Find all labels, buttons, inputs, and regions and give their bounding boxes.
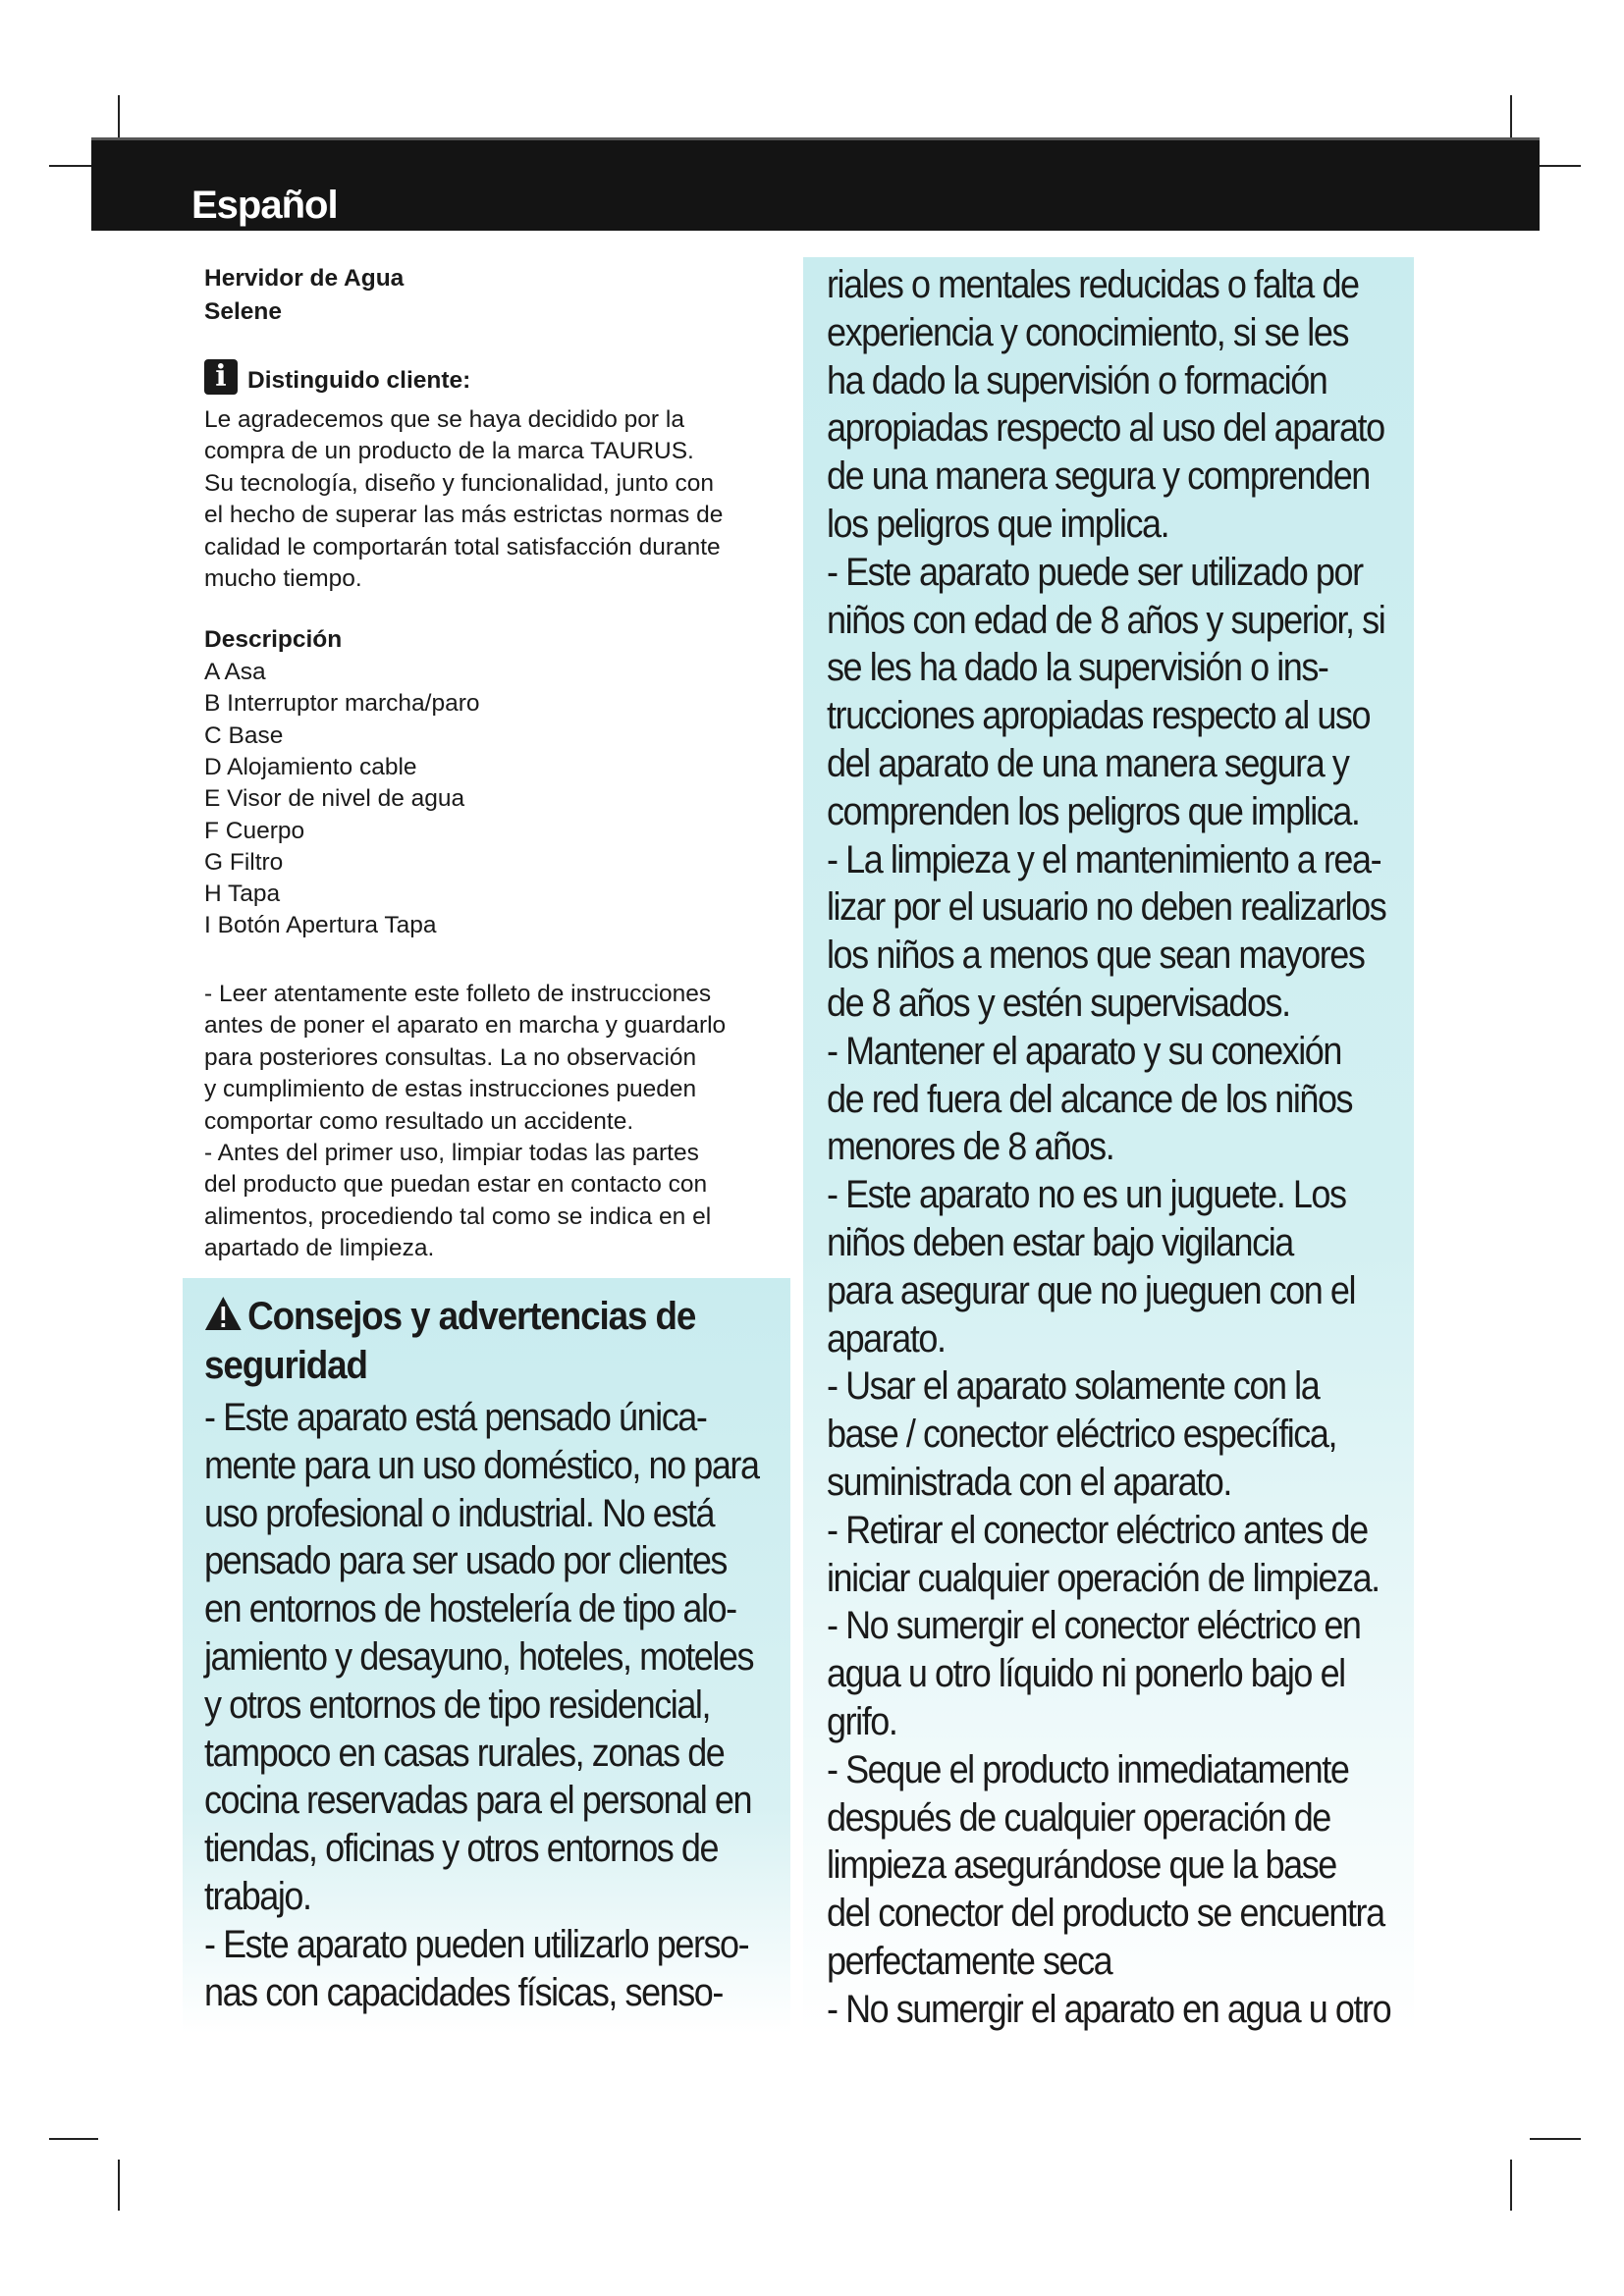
notes-line: apartado de limpieza. bbox=[204, 1235, 435, 1262]
language-header-bar bbox=[91, 137, 1540, 231]
notes-line: - Antes del primer uso, limpiar todas las partes bbox=[204, 1140, 699, 1166]
safety-text-line: perfectamente seca bbox=[827, 1940, 1112, 1983]
crop-mark bbox=[49, 2138, 98, 2140]
notes-line: y cumplimiento de estas instrucciones pueden bbox=[204, 1076, 697, 1103]
safety-text-line: - No sumergir el conector eléctrico en bbox=[827, 1604, 1361, 1648]
safety-text-line: después de cualquier operación de bbox=[827, 1795, 1330, 1840]
crop-mark bbox=[1510, 2160, 1512, 2211]
safety-text-line: de 8 años y estén supervisados. bbox=[827, 982, 1290, 1025]
safety-text-line: - La limpieza y el mantenimiento a rea- bbox=[827, 837, 1381, 881]
safety-text-line: trabajo. bbox=[204, 1875, 311, 1918]
safety-text-line: mente para un uso doméstico, no para bbox=[204, 1443, 759, 1487]
safety-text-line: - Retirar el conector eléctrico antes de bbox=[827, 1508, 1368, 1552]
safety-text-line: los peligros que implica. bbox=[827, 503, 1169, 546]
crop-mark bbox=[1530, 2138, 1581, 2140]
notes-line: para posteriores consultas. La no observación bbox=[204, 1043, 697, 1071]
safety-text-line: base / conector eléctrico específica, bbox=[827, 1413, 1337, 1457]
notes-line: comportar como resultado un accidente. bbox=[204, 1107, 634, 1135]
intro-line: mucho tiempo. bbox=[204, 565, 362, 592]
intro-line: compra de un producto de la marca TAURUS. bbox=[204, 438, 694, 465]
safety-text-line: - Seque el producto inmediatamente bbox=[827, 1747, 1349, 1791]
safety-text-line: grifo. bbox=[827, 1700, 897, 1743]
notes-line: alimentos, procediendo tal como se indica en el bbox=[204, 1202, 712, 1230]
notes-line: - Leer atentamente este folleto de instrucciones bbox=[204, 981, 712, 1007]
safety-text-line: uso profesional o industrial. No está bbox=[204, 1491, 715, 1535]
safety-text-line: nas con capacidades físicas, senso- bbox=[204, 1970, 723, 2014]
intro-line: Le agradecemos que se haya decidido por la bbox=[204, 406, 684, 433]
notes-line: del producto que puedan estar en contacto con bbox=[204, 1171, 708, 1199]
safety-text-line: trucciones apropiadas respecto al uso bbox=[827, 694, 1371, 738]
crop-mark bbox=[118, 2160, 120, 2211]
safety-text-line: - Este aparato no es un juguete. Los bbox=[827, 1173, 1346, 1217]
safety-text-line: pensado para ser usado por clientes bbox=[204, 1539, 727, 1583]
safety-text-line: lizar por el usuario no deben realizarlos bbox=[827, 885, 1386, 930]
safety-text-line: riales o mentales reducidas o falta de bbox=[827, 263, 1359, 306]
safety-text-line: menores de 8 años. bbox=[827, 1125, 1114, 1169]
intro-line: el hecho de superar las más estrictas normas de bbox=[204, 502, 724, 529]
safety-text-line: jamiento y desayuno, hoteles, moteles bbox=[204, 1635, 754, 1679]
safety-text-line: del conector del producto se encuentra bbox=[827, 1892, 1384, 1936]
parts-list-item: A Asa bbox=[204, 659, 266, 685]
safety-text-line: tampoco en casas rurales, zonas de bbox=[204, 1731, 725, 1775]
safety-text-line: niños con edad de 8 años y superior, si bbox=[827, 598, 1385, 642]
safety-text-line: cocina reservadas para el personal en bbox=[204, 1779, 752, 1823]
product-model: Selene bbox=[204, 298, 282, 325]
safety-text-line: y otros entornos de tipo residencial, bbox=[204, 1682, 711, 1727]
parts-list-item: D Alojamiento cable bbox=[204, 753, 417, 780]
intro-line: calidad le comportarán total satisfacción durante bbox=[204, 533, 721, 561]
safety-text-line: tiendas, oficinas y otros entornos de bbox=[204, 1827, 719, 1871]
page-title: Español bbox=[191, 184, 338, 227]
safety-text-line: - No sumergir el aparato en agua u otro bbox=[827, 1987, 1391, 2031]
info-icon: i bbox=[204, 359, 238, 395]
safety-text-line: apropiadas respecto al uso del aparato bbox=[827, 406, 1384, 451]
safety-text-line: niños deben estar bajo vigilancia bbox=[827, 1221, 1293, 1264]
safety-text-line: suministrada con el aparato. bbox=[827, 1461, 1231, 1504]
warning-icon bbox=[204, 1296, 243, 1331]
parts-list-item: I Botón Apertura Tapa bbox=[204, 912, 437, 939]
safety-heading bbox=[204, 1292, 695, 1390]
safety-text-line: aparato. bbox=[827, 1316, 946, 1361]
safety-text-line: agua u otro líquido ni ponerlo bajo el bbox=[827, 1652, 1345, 1696]
safety-text-line: en entornos de hostelería de tipo alo- bbox=[204, 1587, 736, 1631]
safety-text-line: de una manera segura y comprenden bbox=[827, 454, 1370, 499]
safety-text-line: experiencia y conocimiento, si se les bbox=[827, 310, 1348, 354]
safety-text-line: iniciar cualquier operación de limpieza. bbox=[827, 1556, 1380, 1600]
product-name: Hervidor de Agua bbox=[204, 265, 405, 292]
crop-mark bbox=[49, 165, 93, 167]
description-heading: Descripción bbox=[204, 626, 343, 653]
parts-list-item: H Tapa bbox=[204, 881, 281, 908]
safety-text-line: - Mantener el aparato y su conexión bbox=[827, 1029, 1341, 1073]
safety-heading-line: Consejos y advertencias de bbox=[247, 1295, 696, 1338]
parts-list-item: C Base bbox=[204, 721, 284, 749]
safety-text-line: se les ha dado la supervisión o ins- bbox=[827, 646, 1328, 690]
safety-text-line: ha dado la supervisión o formación bbox=[827, 358, 1327, 402]
intro-heading-text: Distinguido cliente: bbox=[247, 367, 471, 394]
safety-text-line: - Usar el aparato solamente con la bbox=[827, 1364, 1320, 1409]
safety-text-line: comprenden los peligros que implica. bbox=[827, 789, 1360, 833]
parts-list-item: G Filtro bbox=[204, 848, 284, 876]
safety-text-line: para asegurar que no jueguen con el bbox=[827, 1268, 1356, 1312]
parts-list-item: F Cuerpo bbox=[204, 817, 305, 844]
parts-list-item: B Interruptor marcha/paro bbox=[204, 690, 480, 718]
safety-text-line: - Este aparato está pensado única- bbox=[204, 1396, 707, 1439]
safety-text-line: los niños a menos que sean mayores bbox=[827, 934, 1365, 978]
safety-text-line: de red fuera del alcance de los niños bbox=[827, 1077, 1353, 1121]
safety-text-line: limpieza asegurándose que la base bbox=[827, 1843, 1336, 1888]
safety-text-line: del aparato de una manera segura y bbox=[827, 742, 1349, 785]
intro-line: Su tecnología, diseño y funcionalidad, junto con bbox=[204, 469, 714, 497]
notes-line: antes de poner el aparato en marcha y guardarlo bbox=[204, 1012, 727, 1040]
intro-heading bbox=[204, 359, 470, 395]
safety-heading-line: seguridad bbox=[204, 1344, 367, 1387]
parts-list-item: E Visor de nivel de agua bbox=[204, 785, 465, 813]
safety-text-line: - Este aparato puede ser utilizado por bbox=[827, 550, 1363, 594]
safety-text-line: - Este aparato pueden utilizarlo perso- bbox=[204, 1922, 749, 1966]
